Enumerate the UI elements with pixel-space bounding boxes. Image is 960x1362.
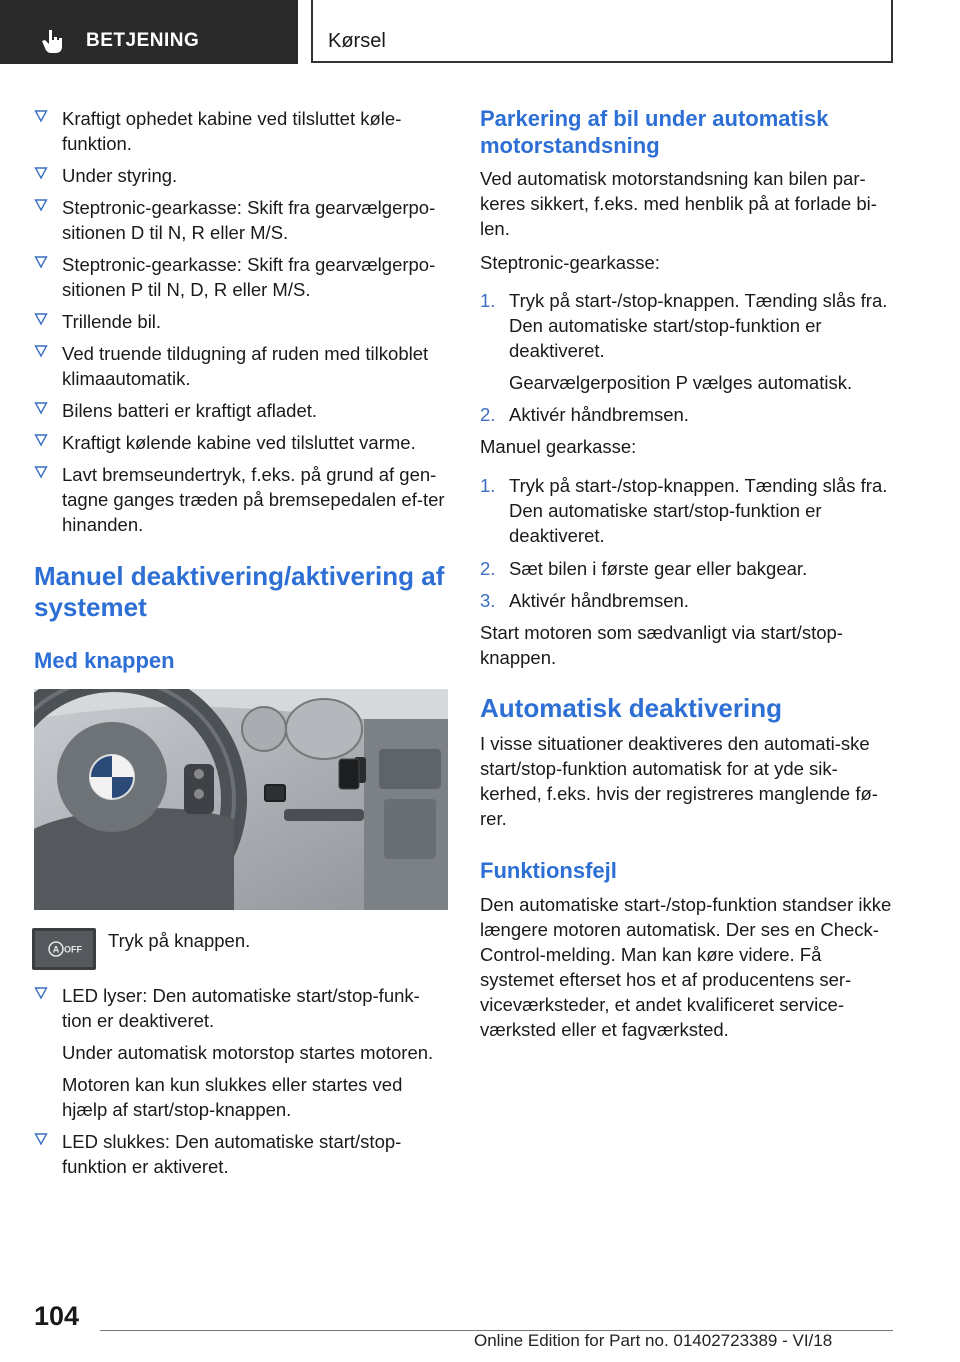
paragraph: Ved automatisk motorstandsning kan bilen par-keres sikkert, f.eks. med henblik på at forlade bi-len. xyxy=(480,168,877,239)
bullet-text: Ved truende tildugning af ruden med tilkoblet klimaautomatik. xyxy=(62,343,429,389)
numbered-item xyxy=(480,556,895,581)
triangle-bullet-icon xyxy=(34,433,48,447)
triangle-bullet-icon xyxy=(34,255,48,269)
numbered-item xyxy=(480,288,895,363)
section-heading: Parkering af bil under automatisk motorstandsning xyxy=(480,106,829,158)
step-text: Sæt bilen i første gear eller bakgear. xyxy=(509,558,808,579)
list-item xyxy=(34,1129,448,1179)
step-number: 2. xyxy=(480,404,496,425)
led-note: Under automatisk motorstop startes motoren. xyxy=(62,1042,434,1063)
bullet-text: Under styring. xyxy=(62,165,178,186)
start-stop-off-icon xyxy=(32,928,96,970)
list-item xyxy=(34,462,448,537)
triangle-bullet-icon xyxy=(34,198,48,212)
triangle-bullet-icon xyxy=(34,986,48,1000)
hand-pointer-icon xyxy=(40,28,66,54)
section-tab xyxy=(0,0,298,64)
numbered-item xyxy=(480,402,895,427)
step-text: Aktivér håndbremsen. xyxy=(509,590,689,611)
section-heading: Automatisk deaktivering xyxy=(480,693,782,723)
step-number: 2. xyxy=(480,558,496,579)
dashboard-photo xyxy=(34,689,448,910)
paragraph: Den automatiske start-/stop-funktion standser ikke længere motoren automatisk. Der ses en Check-Control-melding. Man kan køre videre. Få systemet efterset hos et af producentens ser-viceværksteder, et andet kvalificeret service-værksted eller et fagværksted. xyxy=(480,894,892,1040)
triangle-bullet-icon xyxy=(34,166,48,180)
button-caption: Tryk på knappen. xyxy=(108,930,251,951)
step-text: Tryk på start-/stop-knappen. Tænding slås fra. Den automatiske start/stop-funktion er deaktiveret. xyxy=(509,290,888,361)
list-item xyxy=(34,983,448,1033)
list-item xyxy=(34,106,448,156)
bullet-text: Trillende bil. xyxy=(62,311,162,332)
chapter-title: Kørsel xyxy=(328,30,386,52)
subsection-heading: Funktionsfejl xyxy=(480,858,617,883)
list-item xyxy=(34,398,448,423)
bullet-text: LED slukkes: Den automatiske start/stop-funktion er aktiveret. xyxy=(62,1131,402,1177)
bullet-text: Steptronic-gearkasse: Skift fra gearvælgerpo-sitionen D til N, R eller M/S. xyxy=(62,197,436,243)
bullet-text: Kraftigt ophedet kabine ved tilsluttet køle-funktion. xyxy=(62,108,402,154)
auto-start-stop-off-button-image xyxy=(32,928,96,970)
list-item xyxy=(34,309,448,334)
step-number: 1. xyxy=(480,290,496,311)
section-title: BETJENING xyxy=(86,30,200,51)
step-number: 1. xyxy=(480,475,496,496)
label: Steptronic-gearkasse: xyxy=(480,252,660,273)
bullet-text: Kraftigt kølende kabine ved tilsluttet varme. xyxy=(62,432,416,453)
step-text: Tryk på start-/stop-knappen. Tænding slås fra. Den automatiske start/stop-funktion er deaktiveret. xyxy=(509,475,888,546)
subsection-heading: Med knappen xyxy=(34,648,175,673)
footer-text: Online Edition for Part no. 01402723389 - VI/18 xyxy=(474,1331,833,1350)
list-item xyxy=(34,341,448,391)
triangle-bullet-icon xyxy=(34,401,48,415)
svg-text:OFF: OFF xyxy=(64,944,82,955)
step-text: Aktivér håndbremsen. xyxy=(509,404,689,425)
section-heading: Manuel deaktivering/aktivering af systemet xyxy=(34,561,445,622)
led-note: Motoren kan kun slukkes eller startes ved hjælp af start/stop-knappen. xyxy=(62,1074,403,1120)
list-item xyxy=(34,163,448,188)
bullet-text: LED lyser: Den automatiske start/stop-funk-tion er deaktiveret. xyxy=(62,985,420,1031)
list-item xyxy=(34,430,448,455)
paragraph: Start motoren som sædvanligt via start/stop-knappen. xyxy=(480,622,843,668)
step-note: Gearvælgerposition P vælges automatisk. xyxy=(509,372,853,393)
paragraph: I visse situationer deaktiveres den automati-ske start/stop-funktion automatisk for at yde sik-kerhed, f.eks. hvis der registreres manglende fø-rer. xyxy=(480,733,878,829)
triangle-bullet-icon xyxy=(34,1132,48,1146)
svg-text:A: A xyxy=(52,944,60,955)
list-item xyxy=(34,195,448,245)
numbered-item xyxy=(480,473,895,548)
page-number: 104 xyxy=(34,1301,80,1331)
numbered-item xyxy=(480,588,895,613)
triangle-bullet-icon xyxy=(34,312,48,326)
bullet-text: Lavt bremseundertryk, f.eks. på grund af gen-tagne ganges træden på bremsepedalen ef-ter hinanden. xyxy=(62,464,445,535)
triangle-bullet-icon xyxy=(34,109,48,123)
bullet-text: Bilens batteri er kraftigt afladet. xyxy=(62,400,318,421)
triangle-bullet-icon xyxy=(34,344,48,358)
triangle-bullet-icon xyxy=(34,465,48,479)
bullet-text: Steptronic-gearkasse: Skift fra gearvælgerpo-sitionen P til N, D, R eller M/S. xyxy=(62,254,436,300)
chapter-header xyxy=(311,0,893,63)
list-item xyxy=(34,252,448,302)
label: Manuel gearkasse: xyxy=(480,436,637,457)
step-number: 3. xyxy=(480,590,496,611)
steering-wheel-illustration xyxy=(34,689,448,910)
